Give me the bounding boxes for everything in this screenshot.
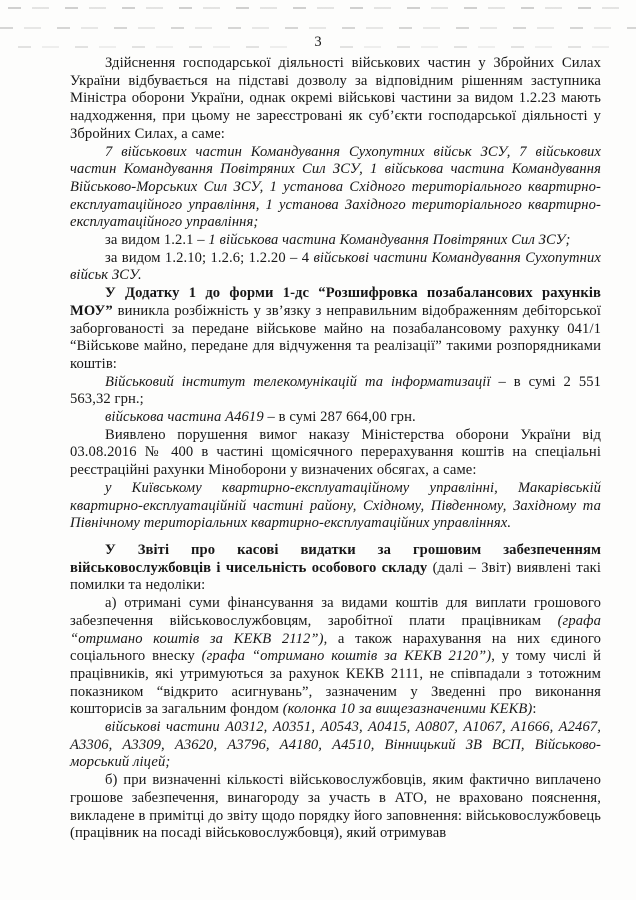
text-segment: – в сумі 2 551 563,32 грн.; bbox=[70, 373, 602, 408]
text-segment: , а також нарахування на них єдиного соціального внеску bbox=[70, 630, 601, 665]
text-segment: а) отримані суми фінансування за видами коштів для виплати грошового забезпечення військовослужбовцям, заробітної плати працівникам bbox=[70, 595, 601, 629]
scan-noise-line bbox=[8, 7, 628, 9]
paragraph bbox=[70, 542, 601, 595]
text-segment: : bbox=[532, 701, 537, 718]
paragraph bbox=[70, 595, 601, 719]
paragraph bbox=[70, 409, 601, 427]
text-segment: У Звіті про касові видатки за грошовим забезпеченням військовослужбовців і чисельність особового складу bbox=[70, 541, 601, 576]
scan-noise-line bbox=[0, 27, 636, 29]
paragraph bbox=[70, 144, 601, 233]
text-segment: за видом 1.2.10; 1.2.6; 1.2.20 – 4 bbox=[105, 249, 314, 266]
text-segment: – в сумі 287 664,00 грн. bbox=[263, 409, 416, 426]
text-segment: , у тому числі й працівників, які утримуються за рахунок КЕКВ 2111, не співпадали з тотожним показником “відкрито асигнувань”, зазначеним у Зведенні про виконання кошторисів за загальним фондом bbox=[70, 648, 601, 718]
paragraph bbox=[70, 285, 601, 374]
paragraph bbox=[70, 480, 601, 533]
paragraph bbox=[70, 772, 601, 843]
text-segment: Військовий інститут телекомунікацій та інформатизації bbox=[105, 373, 491, 390]
paragraph bbox=[70, 719, 601, 772]
text-segment: (графа “отримано коштів за КЕКВ 2120”) bbox=[201, 648, 492, 665]
text-segment: у Київському квартирно-експлуатаційному управлінні, Макарівській квартирно-експлуатаційній частині району, Східному, Південному, Західному та Північному територіальних квартирно-експлуатаційних управліннях. bbox=[70, 479, 601, 532]
page-number: 3 bbox=[314, 34, 322, 50]
text-segment: (графа “отримано коштів за КЕКВ 2112”) bbox=[70, 612, 601, 647]
text-segment: за видом 1.2.1 – bbox=[105, 232, 209, 249]
text-segment: виникла розбіжність у зв’язку з неправильним відображенням дебіторської заборгованості за передане військове майно на позабалансовому рахунку 041/1 “Військове майно, передане для відчуження та реалізації” такими розпорядниками коштів: bbox=[70, 302, 601, 372]
text-segment: б) при визначенні кількості військовослужбовців, яким фактично виплачено грошове забезпечення, винагороду за участь в АТО, не враховано пояснення, викладене в примітці до звіту щодо порядку його заповнення: військовослужбовець (працівник на посаді військовослужбовця), який отримував bbox=[70, 772, 601, 842]
paragraph bbox=[70, 427, 601, 480]
text-segment: військові частини Командування Сухопутних військ ЗСУ. bbox=[70, 249, 601, 284]
text-segment: військові частини А0312, А0351, А0543, А0415, А0807, А1067, А1666, А2467, А3306, А3309, А3620, А3796, А4180, А4510, Вінницький ЗВ ВСП, Військово-морський ліцей; bbox=[70, 719, 601, 771]
text-segment: військова частина А4619 bbox=[105, 409, 264, 426]
text-segment: Здійснення господарської діяльності військових частин у Збройних Силах України відбувається на підставі дозволу за відповідним рішенням заступника Міністра оборони України, однак окремі військові частини за видом 1.2.23 мають надходження, при цьому не зареєстровані як суб’єкти господарської діяльності у Збройних Силах, а саме: bbox=[70, 55, 601, 142]
text-segment: 1 військова частина Командування Повітряних Сил ЗСУ; bbox=[208, 232, 571, 249]
paragraph bbox=[70, 374, 601, 409]
paragraph bbox=[70, 250, 601, 285]
document-body bbox=[70, 55, 601, 843]
text-segment: 7 військових частин Командування Сухопутних військ ЗСУ, 7 військових частин Командування Повітряних Сил ЗСУ, 1 військова частина Командування Військово-Морських Сил ЗСУ, 1 установа Східного територіального квартирно-експлуатаційного управління, 1 установа Західного територіального квартирно-експлуатаційного управління; bbox=[70, 143, 601, 231]
text-segment: У Додатку 1 до форми 1-дс “Розшифровка позабалансових рахунків МОУ” bbox=[70, 285, 601, 319]
text-segment: Виявлено порушення вимог наказу Міністерства оборони України від 03.08.2016 № 400 в частині щомісячного перерахування коштів на спеціальні реєстраційні рахунки Міноборони у визначених обсягах, а саме: bbox=[70, 426, 601, 479]
text-segment: (далі – Звіт) виявлені такі помилки та недоліки: bbox=[70, 559, 601, 594]
paragraph bbox=[70, 232, 601, 250]
paragraph bbox=[70, 55, 601, 144]
text-segment: (колонка 10 за вищезазначеними КЕКВ) bbox=[282, 701, 533, 718]
